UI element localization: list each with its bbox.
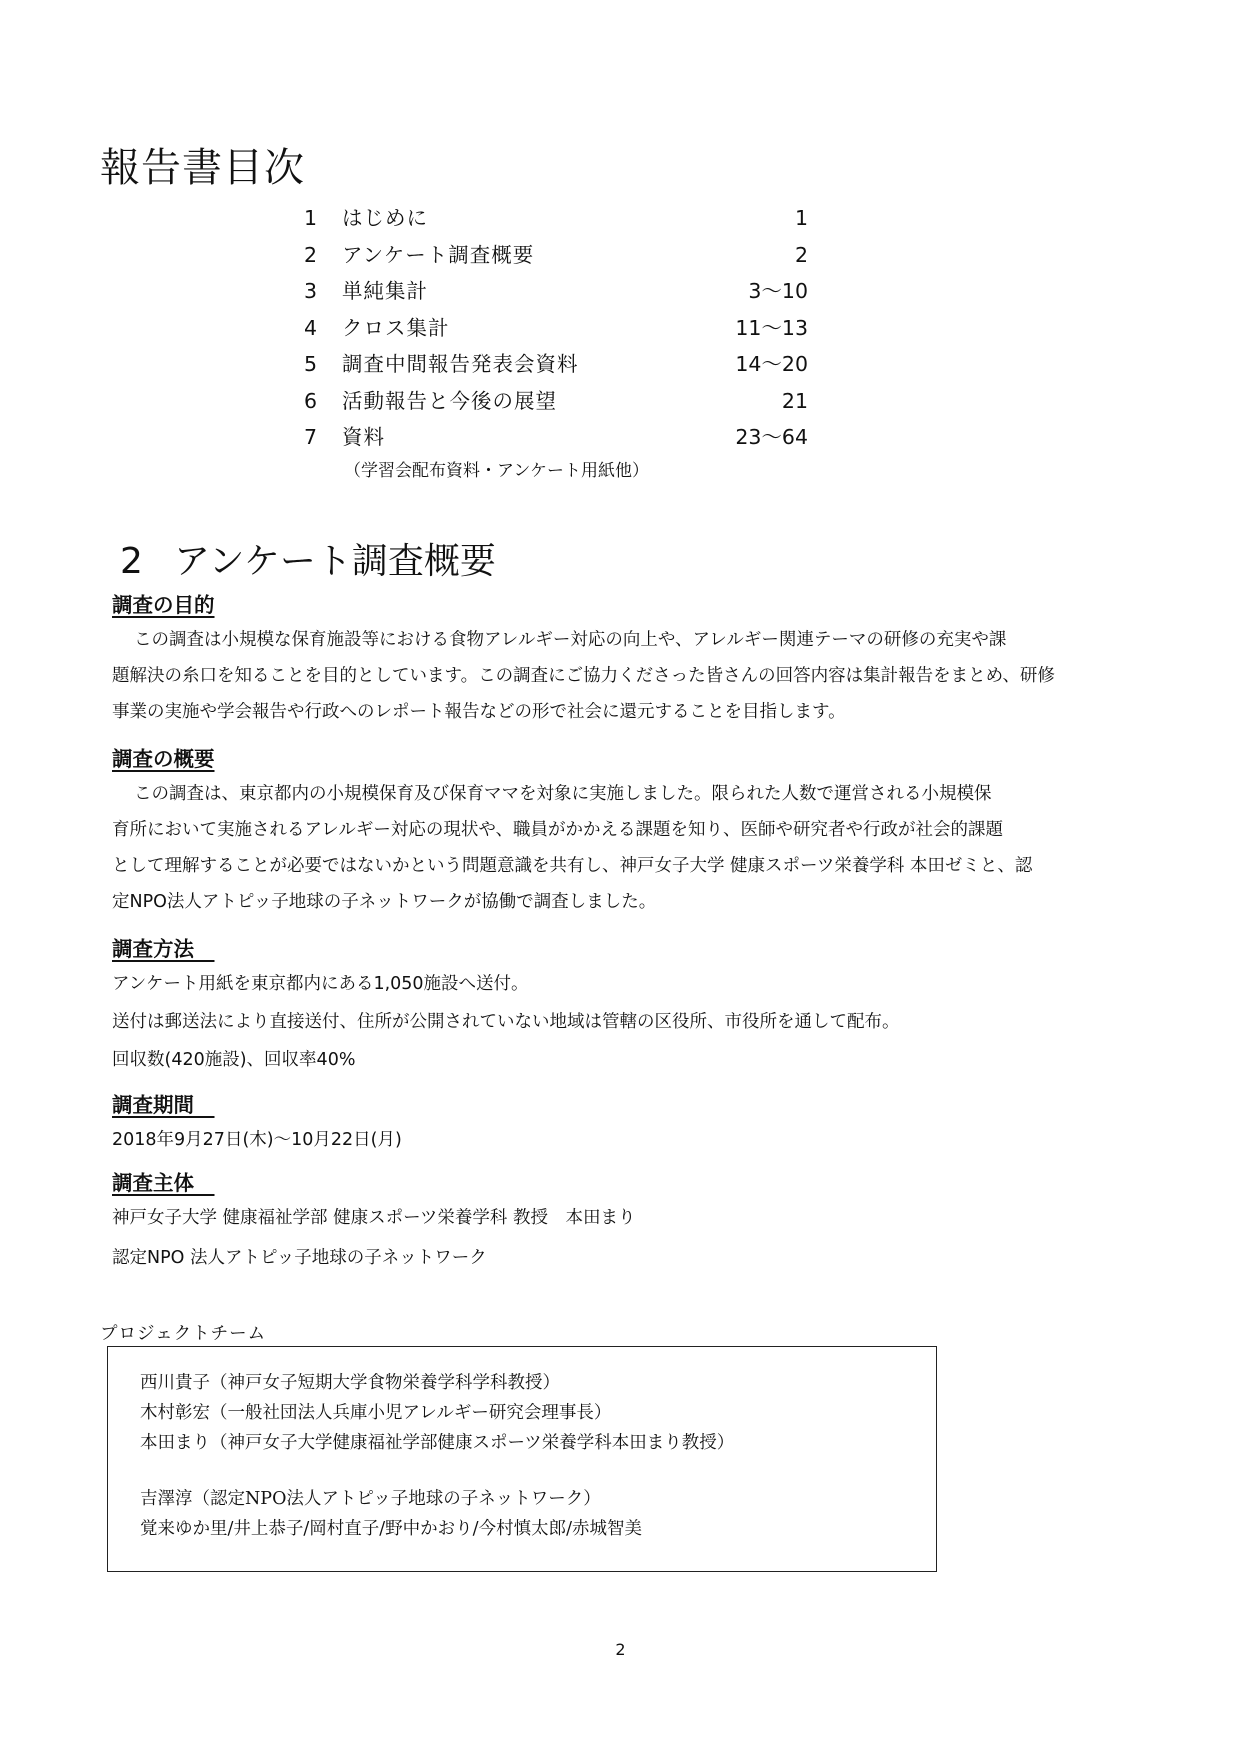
toc-item-page: 23～64 [735, 425, 808, 449]
table-of-contents [296, 200, 816, 456]
page-number: 2 [615, 1640, 626, 1659]
toc-item [296, 383, 816, 420]
toc-item-page: 3～10 [748, 279, 808, 303]
toc-item-label: 資料 [342, 425, 385, 449]
overview-line: 定NPO法人アトピッ子地球の子ネットワークが協働で調査しました。 [112, 892, 657, 912]
toc-item [296, 200, 816, 237]
method-line: 送付は郵送法により直接送付、住所が公開されていない地域は管轄の区役所、市役所を通して配布。 [112, 1012, 900, 1032]
team-box [107, 1346, 937, 1572]
toc-item-page: 14～20 [735, 352, 808, 376]
toc-item-label: 調査中間報告発表会資料 [342, 352, 579, 376]
toc-item-number: 4 [304, 315, 318, 340]
method-heading: 調査方法 [112, 937, 215, 961]
toc-item-number: 7 [304, 425, 318, 449]
section-title-text: アンケート調査概要 [174, 541, 496, 582]
overview-heading: 調査の概要 [112, 747, 215, 771]
toc-item-label: クロス集計 [342, 315, 450, 340]
team-member: 吉澤淳（認定NPO法人アトピッ子地球の子ネットワーク） [140, 1489, 601, 1509]
toc-item-label: アンケート調査概要 [342, 242, 535, 267]
purpose-line: この調査は小規模な保育施設等における食物アレルギー対応の向上や、アレルギー関連テーマの研修の充実や課 [134, 630, 1007, 650]
team-member: 本田まり（神戸女子大学健康福祉学部健康スポーツ栄養学科本田まり教授） [140, 1433, 735, 1453]
method-line: 回収数(420施設)、回収率40% [112, 1050, 356, 1070]
period-heading: 調査期間 [112, 1093, 215, 1117]
organizer-line: 認定NPO 法人アトピッ子地球の子ネットワーク [112, 1248, 487, 1268]
purpose-heading: 調査の目的 [112, 593, 215, 617]
purpose-line: 題解決の糸口を知ることを目的としています。この調査にご協力くださった皆さんの回答内容は集計報告をまとめ、研修 [112, 666, 1055, 686]
method-line: アンケート用紙を東京都内にある1,050施設へ送付。 [112, 974, 529, 994]
toc-item-page: 11～13 [735, 315, 808, 340]
toc-item-label: はじめに [342, 206, 428, 230]
toc-item-number: 3 [304, 279, 318, 303]
team-member: 覚来ゆか里/井上恭子/岡村直子/野中かおり/今村慎太郎/赤城智美 [140, 1519, 642, 1539]
team-member: 西川貴子（神戸女子短期大学食物栄養学科学科教授） [140, 1373, 560, 1393]
toc-item-number: 6 [304, 388, 318, 413]
organizer-line: 神戸女子大学 健康福祉学部 健康スポーツ栄養学科 教授 本田まり [112, 1208, 636, 1228]
toc-item-page: 2 [794, 242, 808, 267]
organizer-heading: 調査主体 [112, 1171, 215, 1195]
toc-item [296, 346, 816, 383]
team-caption: プロジェクトチーム [100, 1324, 267, 1344]
toc-item-label: 単純集計 [342, 279, 428, 303]
period-text: 2018年9月27日(木)～10月22日(月) [112, 1130, 402, 1150]
toc-item-number: 2 [304, 242, 318, 267]
section-title [120, 533, 496, 584]
toc-item [296, 419, 816, 456]
overview-line: として理解することが必要ではないかという問題意識を共有し、神戸女子大学 健康スポーツ栄養学科 本田ゼミと、認 [112, 856, 1033, 876]
section-number: 2 [120, 541, 143, 582]
toc-item-number: 1 [304, 206, 318, 230]
toc-item-label: 活動報告と今後の展望 [342, 388, 557, 413]
overview-line: 育所において実施されるアレルギー対応の現状や、職員がかかえる課題を知り、医師や研究者や行政が社会的課題 [112, 820, 1004, 840]
toc-item [296, 237, 816, 274]
overview-line: この調査は、東京都内の小規模保育及び保育ママを対象に実施しました。限られた人数で運営される小規模保 [134, 784, 992, 804]
team-member: 木村彰宏（一般社団法人兵庫小児アレルギー研究会理事長） [140, 1403, 612, 1423]
toc-item-number: 5 [304, 352, 318, 376]
toc-item-page: 21 [781, 388, 808, 413]
purpose-line: 事業の実施や学会報告や行政へのレポート報告などの形で社会に還元することを目指します。 [112, 702, 846, 722]
toc-note: （学習会配布資料・アンケート用紙他） [344, 461, 649, 481]
toc-item-page: 1 [794, 206, 808, 230]
toc-item [296, 273, 816, 310]
toc-title: 報告書目次 [100, 145, 305, 191]
toc-item [296, 310, 816, 347]
